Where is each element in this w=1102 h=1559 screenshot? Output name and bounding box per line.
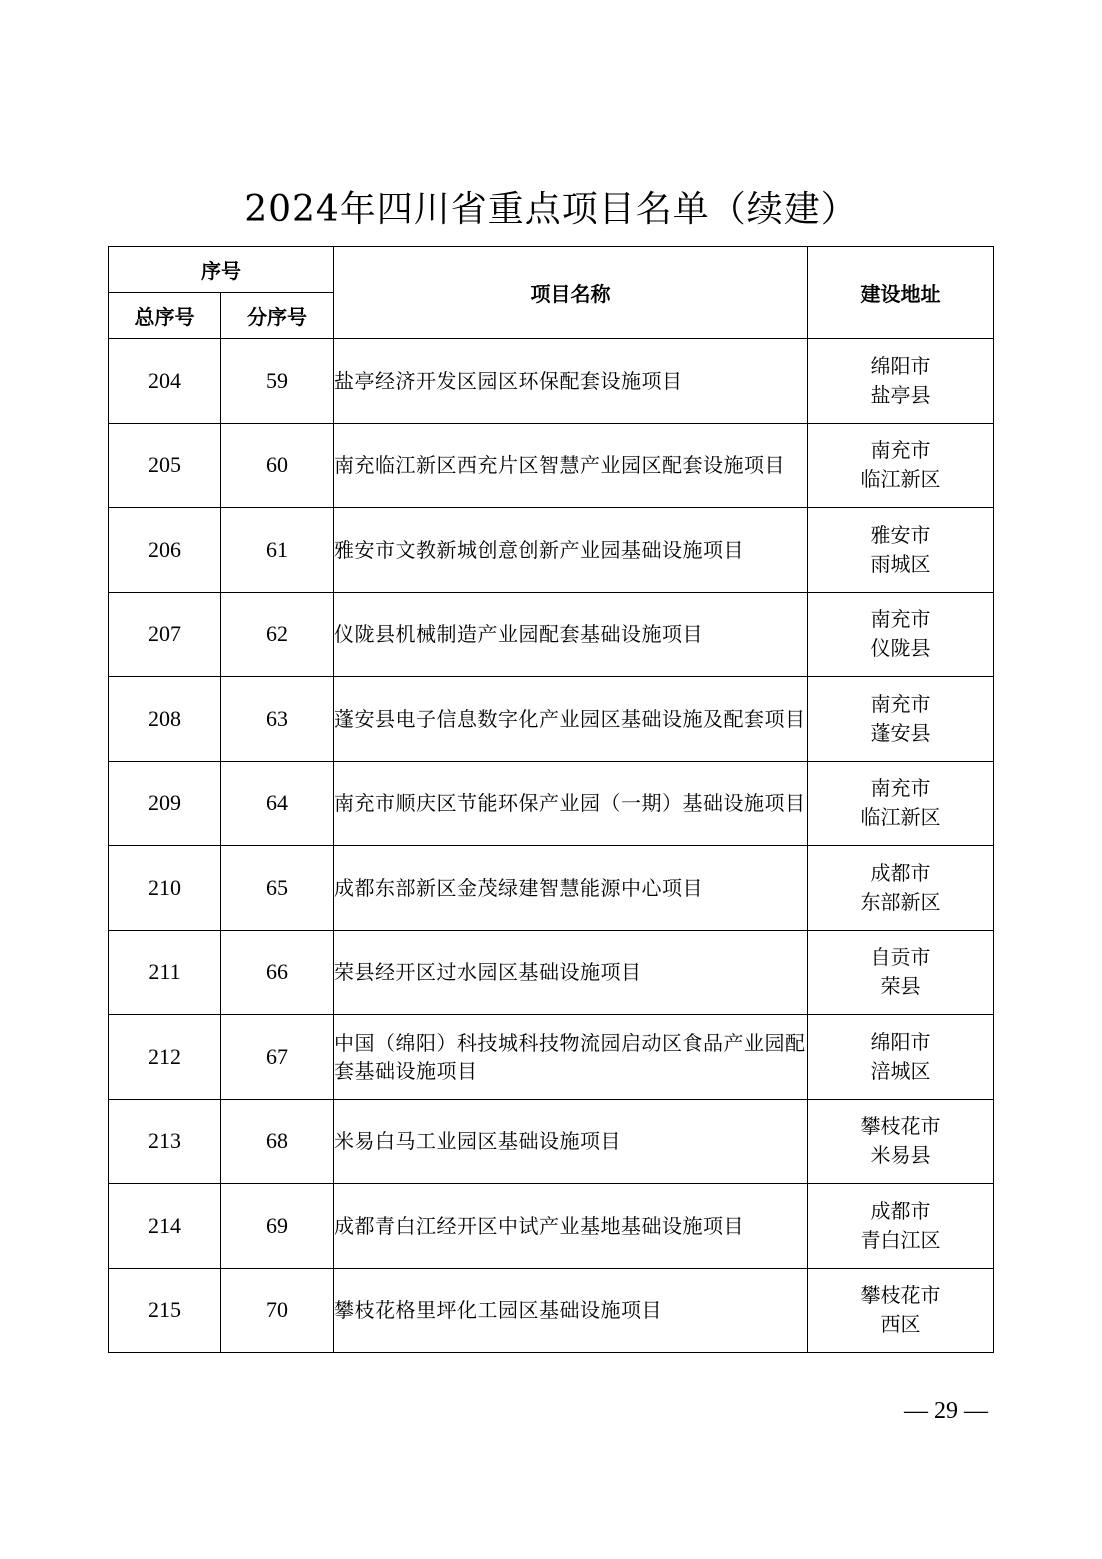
header-serial-group: 序号 [109,247,334,293]
location-cell [808,423,994,508]
table-row [109,846,994,931]
sub-number-cell: 65 [221,846,334,931]
page-number: — 29 — [904,1398,988,1424]
project-name-cell: 仪陇县机械制造产业园配套基础设施项目 [334,592,808,677]
header-sub-number: 分序号 [221,293,334,339]
project-name-cell: 攀枝花格里坪化工园区基础设施项目 [334,1268,808,1353]
sub-number-cell: 67 [221,1015,334,1100]
location-city: 成都市 [870,1198,931,1223]
location-city: 南充市 [870,691,931,716]
project-name-cell: 雅安市文教新城创意创新产业园基础设施项目 [334,508,808,593]
location-city: 成都市 [870,860,931,885]
location-city: 雅安市 [870,522,931,547]
table-row [109,677,994,762]
location-city: 绵阳市 [870,1029,931,1054]
project-name-cell: 南充临江新区西充片区智慧产业园区配套设施项目 [334,423,808,508]
table-row [109,592,994,677]
project-name-cell: 盐亭经济开发区园区环保配套设施项目 [334,339,808,424]
location-city: 绵阳市 [870,353,931,378]
location-city: 自贡市 [870,945,931,970]
location-city: 攀枝花市 [860,1283,941,1308]
project-name-cell: 中国（绵阳）科技城科技物流园启动区食品产业园配套基础设施项目 [334,1015,808,1100]
total-number-cell: 211 [109,930,221,1015]
header-location: 建设地址 [808,247,994,339]
location-cell [808,1099,994,1184]
location-cell [808,930,994,1015]
header-project-name: 项目名称 [334,247,808,339]
table-row [109,1099,994,1184]
location-district: 临江新区 [860,805,941,830]
location-city: 攀枝花市 [860,1114,941,1139]
location-cell [808,1184,994,1269]
total-number-cell: 213 [109,1099,221,1184]
sub-number-cell: 70 [221,1268,334,1353]
location-cell [808,508,994,593]
location-district: 仪陇县 [870,636,931,661]
sub-number-cell: 66 [221,930,334,1015]
location-district: 临江新区 [860,467,941,492]
location-district: 西区 [880,1312,921,1337]
sub-number-cell: 59 [221,339,334,424]
total-number-cell: 215 [109,1268,221,1353]
total-number-cell: 214 [109,1184,221,1269]
total-number-cell: 210 [109,846,221,931]
location-district: 雨城区 [870,551,931,576]
location-cell [808,846,994,931]
location-cell [808,1015,994,1100]
sub-number-cell: 62 [221,592,334,677]
project-name-cell: 米易白马工业园区基础设施项目 [334,1099,808,1184]
location-district: 青白江区 [860,1227,941,1252]
location-cell [808,1268,994,1353]
location-district: 盐亭县 [870,382,931,407]
header-total-number: 总序号 [109,293,221,339]
location-cell [808,677,994,762]
location-district: 东部新区 [860,889,941,914]
sub-number-cell: 69 [221,1184,334,1269]
location-district: 米易县 [870,1143,931,1168]
total-number-cell: 204 [109,339,221,424]
sub-number-cell: 68 [221,1099,334,1184]
location-cell [808,592,994,677]
location-city: 南充市 [870,776,931,801]
document-title: 2024年四川省重点项目名单（续建） [244,189,858,230]
total-number-cell: 209 [109,761,221,846]
location-city: 南充市 [870,607,931,632]
location-district: 蓬安县 [870,720,931,745]
location-cell [808,761,994,846]
location-district: 荣县 [880,974,921,999]
table-row [109,423,994,508]
table-row [109,339,994,424]
table-row [109,1268,994,1353]
table-row [109,1184,994,1269]
project-table [108,246,994,1353]
sub-number-cell: 60 [221,423,334,508]
table-header [109,247,994,339]
project-name-cell: 蓬安县电子信息数字化产业园区基础设施及配套项目 [334,677,808,762]
table-row [109,508,994,593]
table-row [109,1015,994,1100]
total-number-cell: 208 [109,677,221,762]
location-cell [808,339,994,424]
sub-number-cell: 63 [221,677,334,762]
total-number-cell: 212 [109,1015,221,1100]
table-row [109,761,994,846]
project-name-cell: 荣县经开区过水园区基础设施项目 [334,930,808,1015]
location-city: 南充市 [870,438,931,463]
total-number-cell: 205 [109,423,221,508]
table-body [109,339,994,1353]
table-row [109,930,994,1015]
location-district: 涪城区 [870,1058,931,1083]
sub-number-cell: 64 [221,761,334,846]
project-name-cell: 成都青白江经开区中试产业基地基础设施项目 [334,1184,808,1269]
project-name-cell: 南充市顺庆区节能环保产业园（一期）基础设施项目 [334,761,808,846]
total-number-cell: 206 [109,508,221,593]
project-name-cell: 成都东部新区金茂绿建智慧能源中心项目 [334,846,808,931]
sub-number-cell: 61 [221,508,334,593]
total-number-cell: 207 [109,592,221,677]
